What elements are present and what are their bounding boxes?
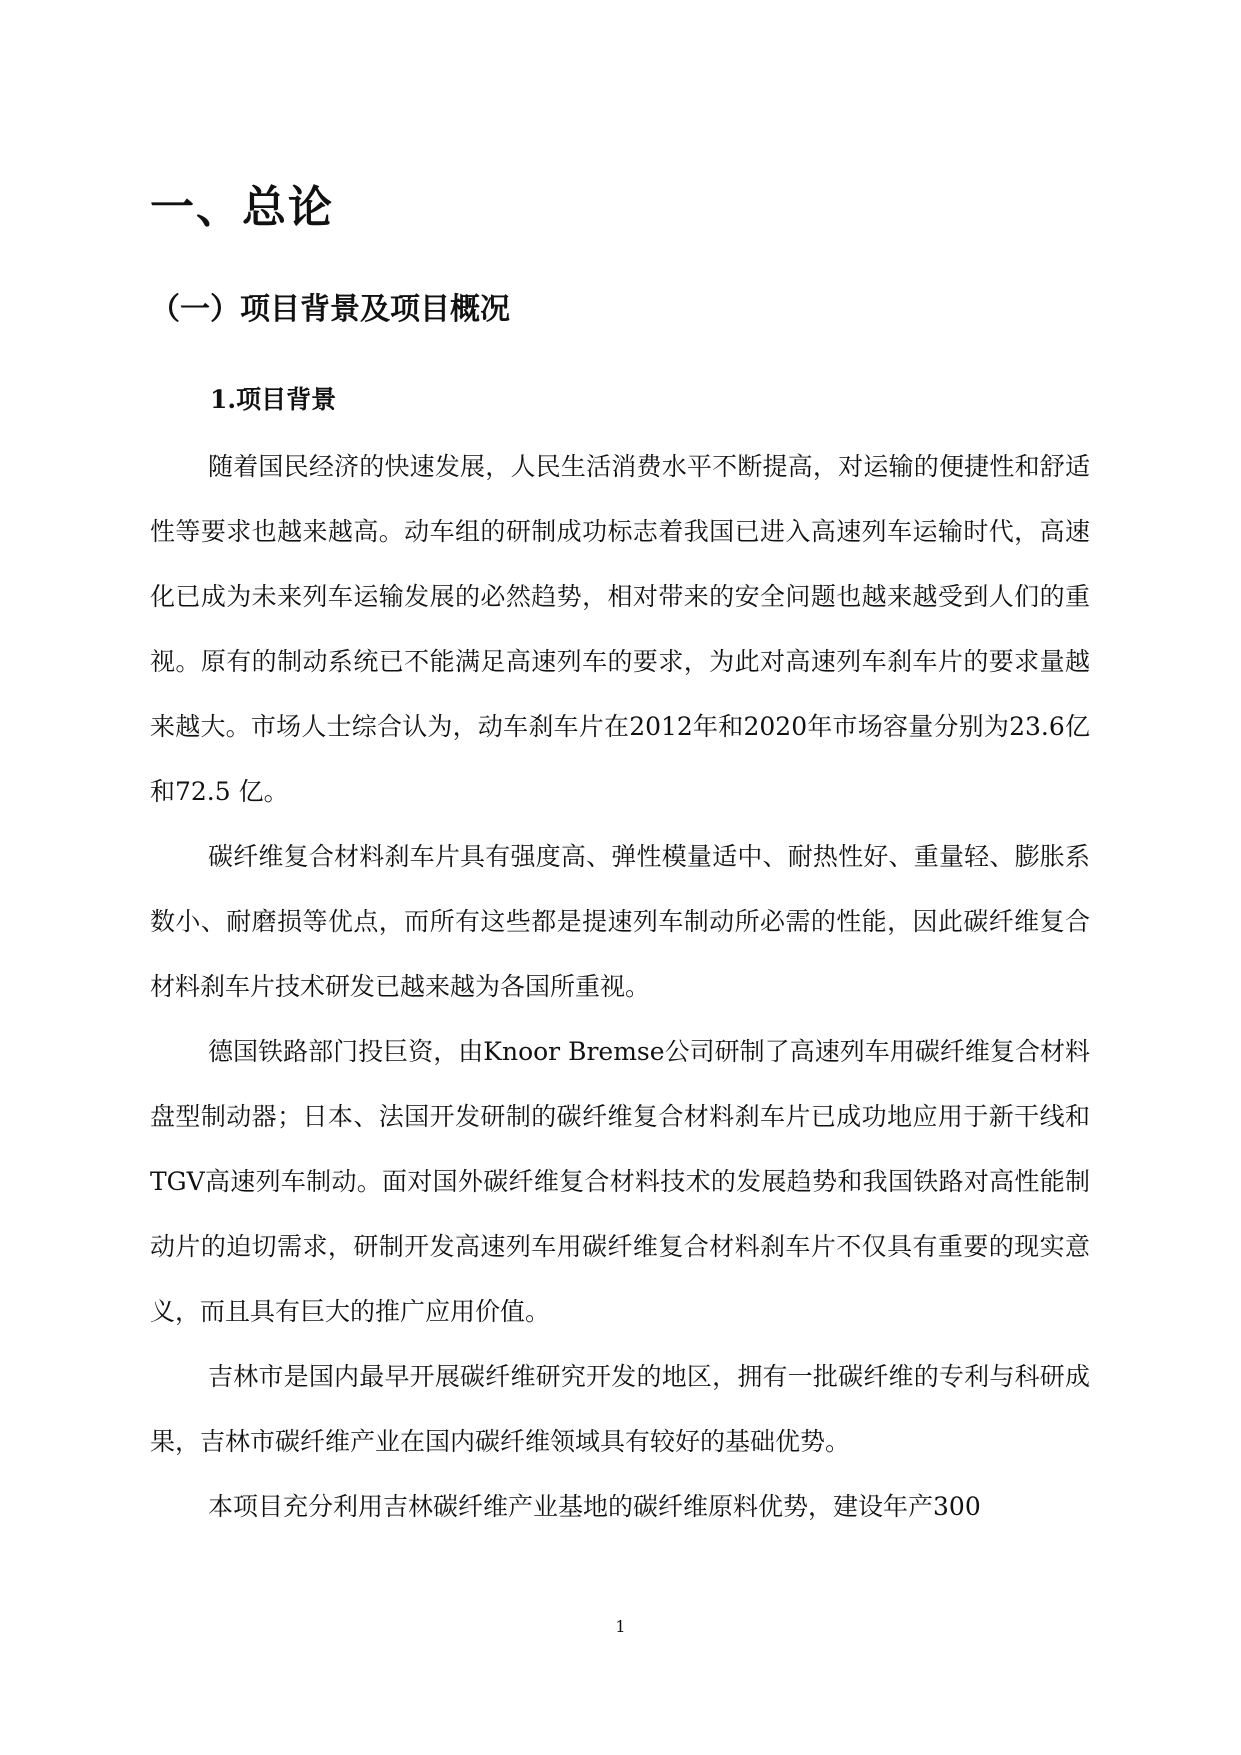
- paragraph-jilin-foundation: 吉林市是国内最早开展碳纤维研究开发的地区，拥有一批碳纤维的专利与科研成果，吉林市碳纤维产业在国内碳纤维领域具有较好的基础优势。: [150, 1362, 1090, 1456]
- paragraph-foreign-development: 德国铁路部门投巨资，由Knoor Bremse公司研制了高速列车用碳纤维复合材料盘型制动器；日本、法国开发研制的碳纤维复合材料刹车片已成功地应用于新干线和TGV高速列车制动。面对国外碳纤维复合材料技术的发展趋势和我国铁路对高性能制动片的迫切需求，研制开发高速列车用碳纤维复合材料刹车片不仅具有重要的现实意义，而且具有巨大的推广应用价值。: [150, 1037, 1090, 1326]
- page-number: 1: [615, 1617, 626, 1636]
- section-heading: （一）项目背景及项目概况: [150, 292, 510, 327]
- subsection-heading: 1.项目背景: [210, 385, 337, 414]
- paragraph-market-background: 随着国民经济的快速发展，人民生活消费水平不断提高，对运输的便捷性和舒适性等要求也越来越高。动车组的研制成功标志着我国已进入高速列车运输时代，高速化已成为未来列车运输发展的必然趋势，相对带来的安全问题也越来越受到人们的重视。原有的制动系统已不能满足高速列车的要求，为此对高速列车刹车片的要求量越来越大。市场人士综合认为，动车刹车片在2012年和2020年市场容量分别为23.6亿和72.5 亿。: [150, 452, 1090, 806]
- paragraph-project-scope: 本项目充分利用吉林碳纤维产业基地的碳纤维原料优势，建设年产300: [208, 1492, 981, 1521]
- chapter-heading: 一、总论: [150, 182, 334, 233]
- body-text: [150, 434, 1090, 1539]
- paragraph-carbon-fiber-advantages: 碳纤维复合材料刹车片具有强度高、弹性模量适中、耐热性好、重量轻、膨胀系数小、耐磨损等优点，而所有这些都是提速列车制动所必需的性能，因此碳纤维复合材料刹车片技术研发已越来越为各国所重视。: [150, 842, 1090, 1001]
